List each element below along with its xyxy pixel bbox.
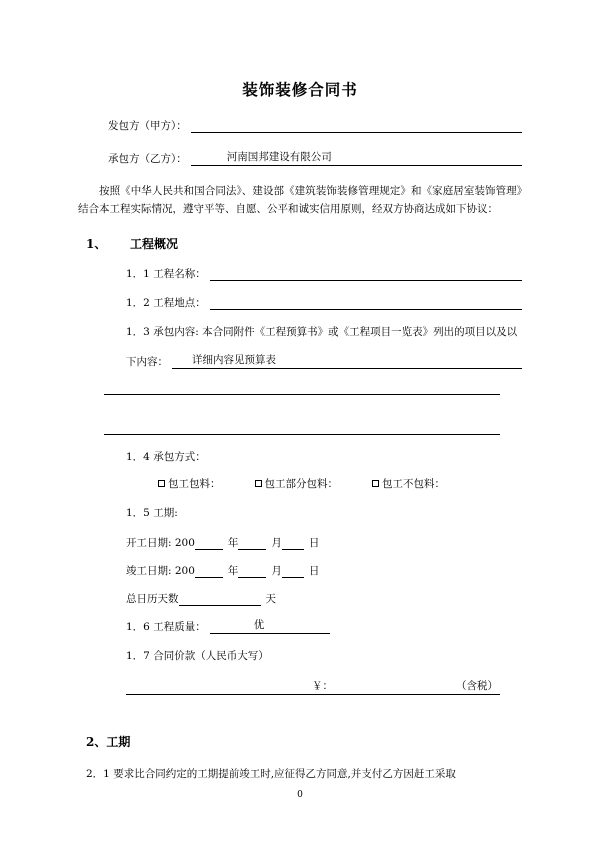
project-name-input[interactable] (210, 268, 522, 281)
project-site-label: 1．2 工程地点： (126, 296, 206, 309)
project-site-input[interactable] (210, 297, 522, 310)
quality-row (78, 619, 522, 634)
party-row-a (78, 118, 522, 133)
scope-row (78, 324, 522, 342)
checkbox-option-full[interactable] (158, 476, 221, 491)
scope-continuation-value: 详细内容见预算表 (192, 353, 276, 366)
total-days-row (78, 591, 522, 606)
document-body (78, 60, 522, 784)
start-month-input[interactable] (238, 538, 266, 550)
checkbox-option-partial-label: 包工部分包料： (264, 477, 338, 490)
scope-label: 1．3 承包内容: (126, 325, 199, 338)
section-1-title: 工程概况 (130, 236, 179, 251)
quality-label: 1．6 工程质量： (126, 621, 206, 634)
checkbox-icon[interactable] (255, 480, 262, 487)
start-year-input[interactable] (195, 538, 223, 550)
section-2-item-1: 2．1 要求比合同约定的工期提前竣工时,应征得乙方同意,并支付乙方因赶工采取 (86, 768, 456, 781)
start-day-unit: 日 (308, 537, 320, 550)
party-row-b (78, 151, 522, 166)
party-b-label: 承包方（乙方）： (108, 153, 187, 165)
contract-mode-label: 1．4 承包方式： (126, 450, 206, 463)
preamble-paragraph: 按照《中华人民共和国合同法》、建设部《建筑装饰装修管理规定》和《家庭居室装饰管理》结合本工程实际情况，遵守平等、自愿、公平和诚实信用原则，经双方协商达成如下协议： (78, 185, 522, 216)
section-2-heading: 2、工期 (86, 735, 131, 750)
finish-month-unit: 月 (271, 565, 282, 578)
finish-year-input[interactable] (195, 566, 223, 578)
project-name-label: 1．1 工程名称： (126, 267, 206, 280)
start-day-input[interactable] (282, 538, 304, 550)
quality-value: 优 (253, 619, 265, 632)
party-a-label: 发包方（甲方）： (108, 120, 187, 132)
section-1-number: 1、 (86, 236, 107, 251)
contract-mode-row (78, 449, 522, 464)
start-month-unit: 月 (271, 537, 282, 550)
finish-year-unit: 年 (227, 565, 239, 578)
duration-label: 1．5 工期: (126, 506, 178, 519)
total-days-unit: 天 (265, 593, 276, 606)
checkbox-option-labor-only-label: 包工不包料： (382, 477, 445, 490)
scope-continuation-label: 下内容： (126, 355, 168, 368)
project-site-row (78, 295, 522, 310)
finish-date-row (78, 563, 522, 578)
start-date-row (78, 535, 522, 550)
project-name-row (78, 266, 522, 281)
total-days-input[interactable] (179, 594, 261, 606)
start-date-label: 开工日期: 200 (126, 537, 195, 550)
price-label: 1．7 合同价款（人民币大写） (126, 650, 269, 663)
price-tax-note: （含税） (456, 680, 498, 693)
party-b-value: 河南国邦建设有限公司 (226, 151, 332, 163)
checkbox-option-partial[interactable] (255, 476, 339, 491)
duration-row (78, 505, 522, 523)
scope-continuation-input[interactable] (172, 355, 522, 369)
start-year-unit: 年 (227, 537, 239, 550)
scope-continuation-row (78, 354, 522, 369)
checkbox-option-labor-only[interactable] (372, 476, 445, 491)
finish-date-label: 竣工日期: 200 (126, 565, 195, 578)
checkbox-icon[interactable] (158, 480, 165, 487)
page-number: 0 (297, 790, 303, 800)
scope-text: 本合同附件《工程预算书》或《工程项目一览表》列出的项目以及以 (202, 325, 518, 338)
party-a-field[interactable] (191, 119, 522, 133)
price-currency-symbol: ￥： (312, 680, 333, 693)
party-b-field[interactable] (191, 152, 522, 166)
quality-input[interactable] (210, 620, 330, 634)
finish-month-input[interactable] (238, 566, 266, 578)
checkbox-icon[interactable] (372, 480, 379, 487)
page-title: 装饰装修合同书 (242, 80, 358, 99)
scope-blank-line-2[interactable] (104, 423, 500, 435)
price-input-row[interactable] (126, 679, 500, 695)
section-1-heading (78, 235, 522, 252)
finish-day-unit: 日 (308, 565, 320, 578)
checkbox-option-full-label: 包工包料： (168, 477, 221, 490)
finish-day-input[interactable] (282, 566, 304, 578)
contract-mode-options (78, 476, 522, 491)
total-days-label: 总日历天数 (126, 593, 179, 606)
scope-blank-line-1[interactable] (104, 383, 500, 395)
